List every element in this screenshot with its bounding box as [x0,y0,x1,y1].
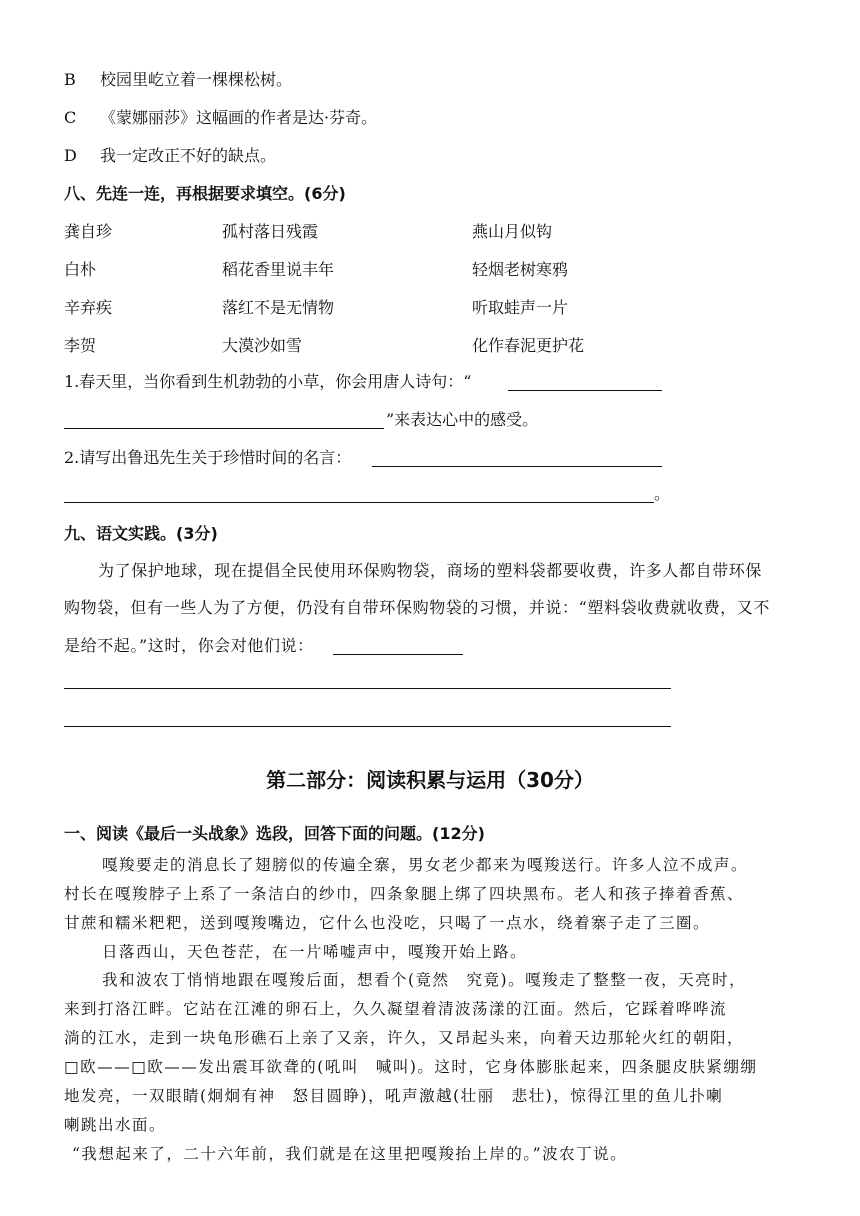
option-text: 我一定改正不好的缺点。 [100,146,277,165]
reading-line: 嘎羧要走的消息长了翅膀似的传遍全寨，男女老少都来为嘎羧送行。许多人泣不成声。 [102,856,749,874]
reading-line: 村长在嘎羧脖子上系了一条洁白的纱巾，四条象腿上绑了四块黑布。老人和孩子捧着香蕉、 [64,885,745,903]
reading-line: 我和波农丁悄悄地跟在嘎羧后面，想看个(竟然 究竟)。嘎羧走了整整一夜，天亮时， [102,971,747,989]
option-d [64,146,276,166]
reading-line: 淌的江水，走到一块龟形礁石上亲了又亲，许久，又昂起头来，向着天边那轮火红的朝阳， [64,1029,745,1047]
part-2-title: 第二部分：阅读积累与运用（30分） [266,768,594,792]
reading-line: “我想起来了，二十六年前，我们就是在这里把嘎羧抬上岸的。”波农丁说。 [72,1145,628,1163]
poem-line-first: 稻花香里说丰年 [222,260,335,279]
poet-name: 龚自珍 [64,222,113,241]
poem-line-first: 落红不是无情物 [222,298,335,317]
reading-line: 日落西山，天色苍茫，在一片唏嘘声中，嘎羧开始上路。 [102,943,528,961]
poem-line-second: 听取蛙声一片 [472,298,569,317]
question-1-text: 1.春天里，当你看到生机勃勃的小草，你会用唐人诗句：“ [64,372,472,391]
poet-name: 李贺 [64,336,97,355]
poem-line-second: 化作春泥更护花 [472,336,585,355]
option-c [64,108,377,128]
option-letter: C [64,108,77,127]
option-text: 《蒙娜丽莎》这幅画的作者是达·芬奇。 [100,108,378,127]
answer-blank[interactable] [508,390,662,391]
poet-name: 辛弃疾 [64,298,113,317]
answer-blank[interactable] [64,502,654,503]
answer-blank[interactable] [372,466,662,467]
section-8-heading: 八、先连一连，再根据要求填空。(6分) [64,184,346,203]
answer-blank[interactable] [333,654,463,655]
option-text: 校园里屹立着一棵棵松树。 [100,70,293,89]
section-9-heading: 九、语文实践。(3分) [64,524,218,543]
poem-line-first: 大漠沙如雪 [222,336,303,355]
option-letter: D [64,146,77,165]
poem-line-first: 孤村落日残霞 [222,222,319,241]
paragraph-line: 购物袋，但有一些人为了方便，仍没有自带环保购物袋的习惯，并说：“塑料袋收费就收费，又不 [64,598,770,617]
paragraph-line: 为了保护地球，现在提倡全民使用环保购物袋，商场的塑料袋都要收费，许多人都自带环保 [98,561,763,580]
poem-line-second: 轻烟老树寒鸦 [472,260,569,279]
poet-name: 白朴 [64,260,97,279]
question-1-suffix: ”来表达心中的感受。 [386,410,539,429]
answer-blank[interactable] [64,428,384,429]
question-2-end: 。 [654,484,671,503]
reading-line: 甘蔗和糯米粑粑，送到嘎羧嘴边，它什么也没吃，只喝了一点水，绕着寨子走了三圈。 [64,914,711,932]
poem-line-second: 燕山月似钩 [472,222,553,241]
answer-blank[interactable] [64,726,671,727]
option-b [64,70,292,90]
option-letter: B [64,70,76,89]
reading-line: 来到打洛江畔。它站在江滩的卵石上，久久凝望着清波荡漾的江面。然后，它踩着哗哗流 [64,1000,728,1018]
reading-line: 喇跳出水面。 [64,1116,167,1134]
reading-line: □欧——□欧——发出震耳欲聋的(吼叫 喊叫)。这时，它身体膨胀起来，四条腿皮肤紧绷绷 [64,1058,758,1076]
answer-blank[interactable] [64,688,671,689]
reading-question-heading: 一、阅读《最后一头战象》选段，回答下面的问题。(12分) [64,824,485,843]
paragraph-line: 是给不起。”这时，你会对他们说： [64,636,314,655]
question-2-text: 2.请写出鲁迅先生关于珍惜时间的名言： [64,448,352,467]
reading-line: 地发亮，一双眼睛(炯炯有神 怒目圆睁)，吼声激越(壮丽 悲壮)，惊得江里的鱼儿扑喇 [64,1087,724,1105]
